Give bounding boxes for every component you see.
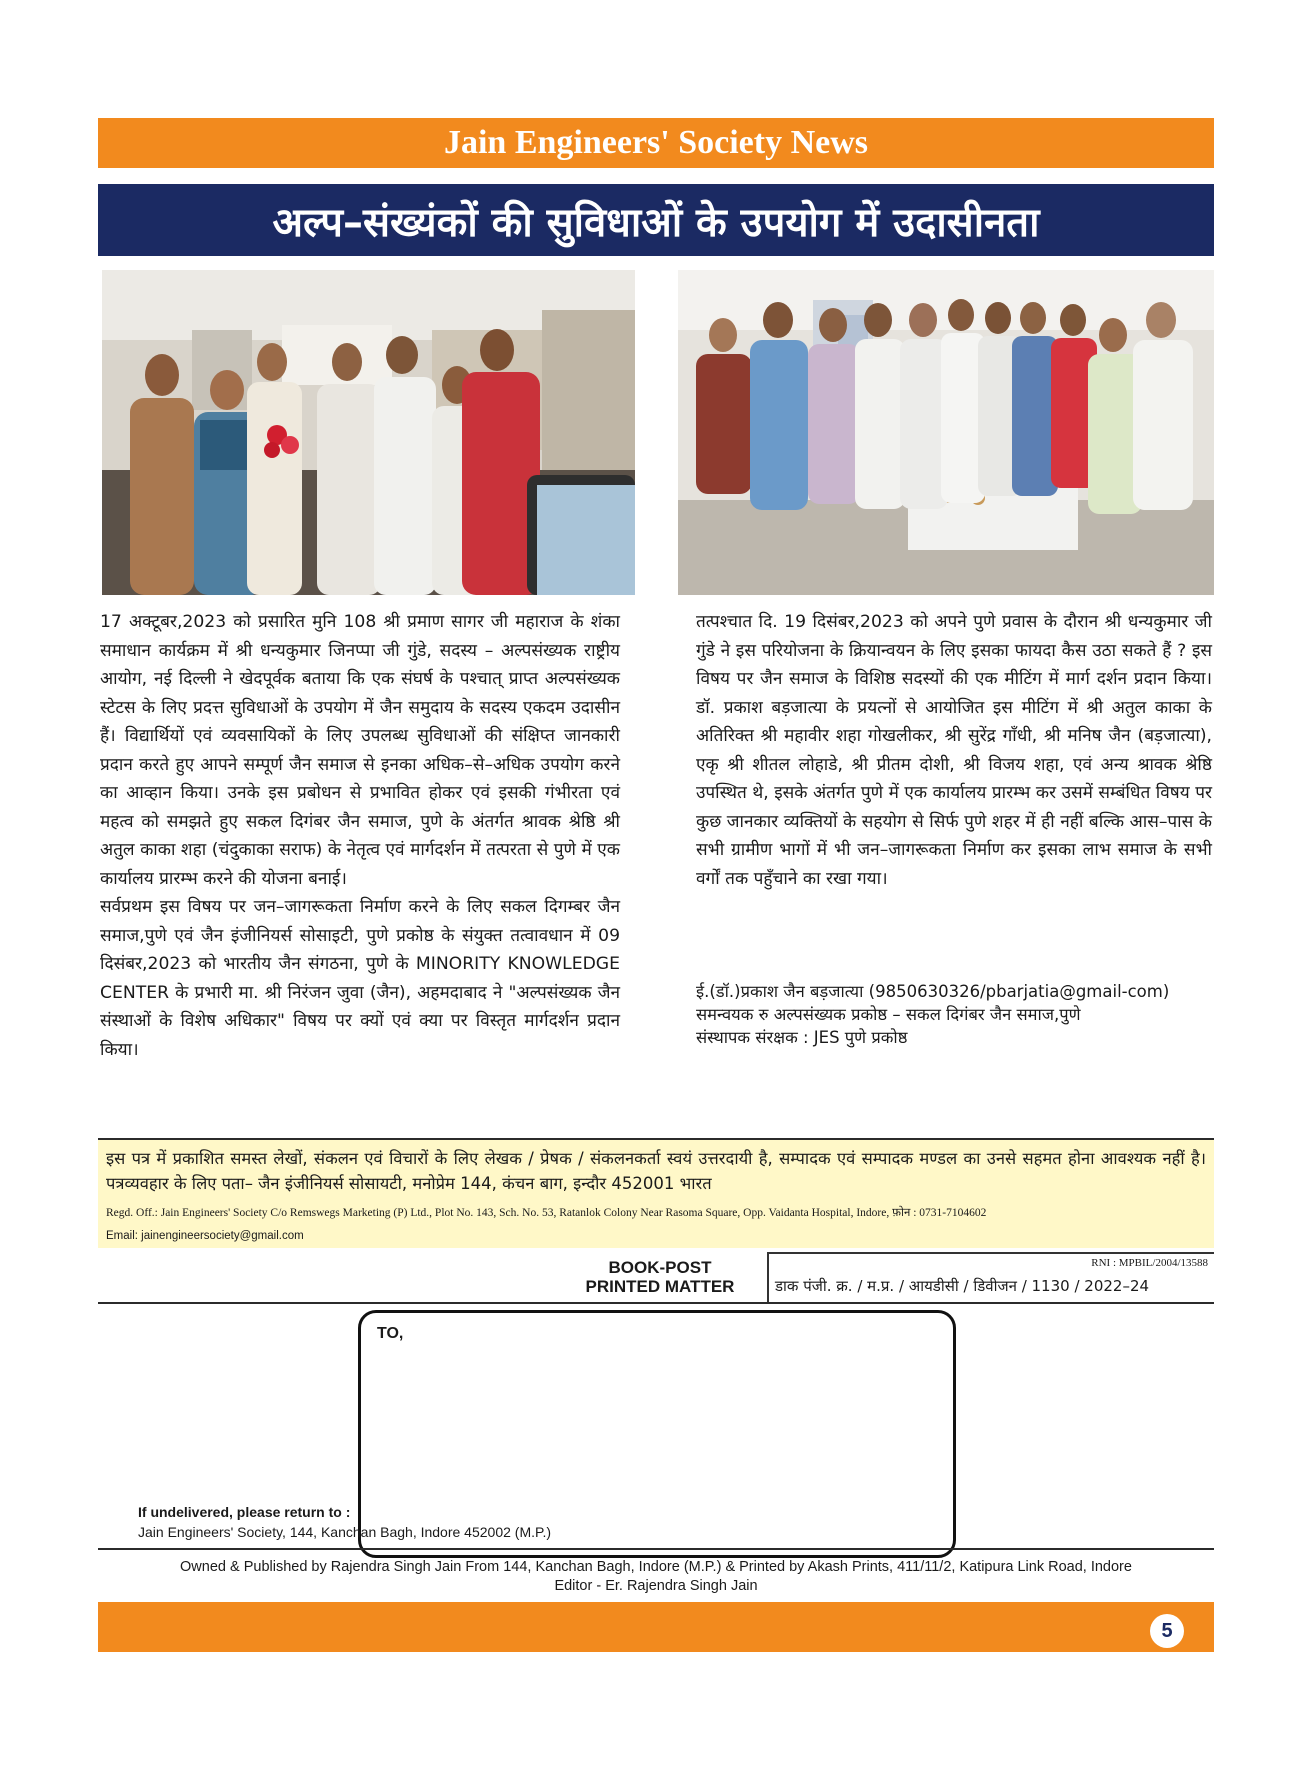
footer-bar: [98, 1602, 1214, 1652]
rni-number: RNI : MPBIL/2004/13588: [1091, 1257, 1208, 1269]
signature-line: संस्थापक संरक्षक : JES पुणे प्रकोष्ठ: [696, 1028, 908, 1047]
article-paragraph: सर्वप्रथम इस विषय पर जन–जागरूकता निर्माण करने के लिए सकल दिगम्बर जैन समाज,पुणे एवं जैन इंजीनियर्स सोसाइटी, पुणे प्रकोष्ठ के संयुक्त तत्वावधान में 09 दिसंबर,2023 को भारतीय जैन संगठना, पुणे के MINORITY KNOWLEDGE CENTER के प्रभारी मा. श्री निरंजन जुवा (जैन), अहमदाबाद ने "अल्पसंख्यक जैन संस्थाओं के विशेष अधिकार" विषय पर क्यों एवं क्या पर विस्तृत मार्गदर्शन प्रदान किया।: [100, 897, 620, 1060]
editor-line: Editor - Er. Rajendra Singh Jain: [554, 1578, 758, 1594]
photo-felicitation: [102, 270, 635, 595]
return-address-text: Jain Engineers' Society, 144, Kanchan Bagh, Indore 452002 (M.P.): [138, 1524, 552, 1540]
postal-registration: डाक पंजी. क्र. / म.प्र. / आयडीसी / डिवीजन / 1130 / 2022–24: [775, 1277, 1150, 1295]
author-signature: [696, 980, 1212, 1049]
newsletter-banner: [98, 118, 1214, 168]
book-post-line: BOOK-POST: [608, 1258, 712, 1277]
disclaimer-text: इस पत्र में प्रकाशित समस्त लेखों, संकलन एवं विचारों के लिए लेखक / प्रेषक / संकलनकर्ता स्वयं उत्तरदायी है, सम्पादक एवं सम्पादक मण्डल का उनसे सहमत होना आवश्यक नहीं है। पत्रव्यवहार के लिए पता– जैन इंजीनियर्स सोसायटी, मनोप्रेम 144, कंचन बाग, इन्दौर 452001 भारत: [106, 1149, 1206, 1193]
signature-line: ई.(डॉ.)प्रकाश जैन बड़जात्या (9850630326/pbarjatia@gmail-com): [696, 982, 1170, 1001]
return-heading: If undelivered, please return to :: [138, 1504, 351, 1520]
photo-group-meeting: [678, 270, 1214, 595]
felicitation-photo-illustration: [102, 270, 635, 595]
group-photo-illustration: [678, 270, 1214, 595]
page-number: 5: [1150, 1614, 1184, 1648]
registration-box: [767, 1252, 1214, 1302]
article-headline: [98, 184, 1214, 256]
banner-title: Jain Engineers' Society News: [443, 124, 869, 161]
book-post-label: [560, 1258, 760, 1296]
article-paragraph: 17 अक्टूबर,2023 को प्रसारित मुनि 108 श्री प्रमाण सागर जी महाराज के शंका समाधान कार्यक्रम में श्री धन्यकुमार जिनप्पा जी गुंडे, सदस्य – अल्पसंख्यक राष्ट्रीय आयोग, नई दिल्ली ने खेदपूर्वक बताया कि एक संघर्ष के पश्चात् प्राप्त अल्पसंख्यक स्टेटस के लिए प्रदत्त सुविधाओं के उपयोग में जैन समुदाय के सदस्य एकदम उदासीन हैं। विद्यार्थियों एवं व्यवसायिकों के लिए उपलब्ध सुविधाओं की संक्षिप्त जानकारी प्रदान करते हुए आपने सम्पूर्ण जैन समाज से इनका अधिक–से–अधिक उपयोग करने का आव्हान किया। उनके इस प्रबोधन से प्रभावित होकर एवं इसकी गंभीरता एवं महत्व को समझते हुए सकल दिगंबर जैन समाज, पुणे के अंतर्गत श्रावक श्रेष्ठि श्री अतुल काका शहा (चंदुकाका सराफ) के नेतृत्व एवं मार्गदर्शन में तत्परता से पुणे में एक कार्यालय प्रारम्भ करने की योजना बनाई।: [100, 612, 620, 889]
postal-divider: [98, 1302, 1214, 1304]
contact-email: Email: jainengineersociety@gmail.com: [106, 1230, 304, 1242]
headline-text: अल्प–संख्यंकों की सुविधाओं के उपयोग में उदासीनता: [272, 199, 1040, 246]
ownership-line: Owned & Published by Rajendra Singh Jain From 144, Kanchan Bagh, Indore (M.P.) & Printed by Akash Prints, 411/11/2, Katipura Link Road, Indore: [180, 1559, 1132, 1575]
publisher-info: [98, 1558, 1214, 1596]
footer-divider: [98, 1548, 1214, 1550]
printed-matter-line: PRINTED MATTER: [585, 1277, 735, 1296]
disclaimer-box: [98, 1140, 1214, 1248]
article-right-column: [696, 608, 1212, 893]
signature-line: समन्वयक रु अल्पसंख्यक प्रकोष्ठ – सकल दिगंबर जैन समाज,पुणे: [696, 1005, 1081, 1024]
article-paragraph: तत्पश्चात दि. 19 दिसंबर,2023 को अपने पुणे प्रवास के दौरान श्री धन्यकुमार जी गुंडे ने इस परियोजना के क्रियान्वयन के लिए इसका फायदा कैस उठा सकते हैं ? इस विषय पर जैन समाज के विशिष्ठ सदस्यों की एक मीटिंग में मार्ग दर्शन प्रदान किया। डॉ. प्रकाश बड़जात्या के प्रयत्नों से आयोजित इस मीटिंग में श्री अतुल काका के अतिरिक्त श्री महावीर शहा गोखलीकर, श्री सुरेंद्र गाँधी, श्री मनिष जैन (बड़जात्या), एकृ श्री शीतल लोहाडे, श्री प्रीतम दोशी, श्री विजय शहा, एवं अन्य श्रावक श्रेष्ठि उपस्थित थे, इसके अंतर्गत पुणे में एक कार्यालय प्रारम्भ कर उसमें सम्बंधित विषय पर कुछ जानकार व्यक्तियों के सहयोग से सिर्फ पुणे शहर में ही नहीं बल्कि आस–पास के सभी ग्रामीण भागों में भी जन–जागरूकता निर्माण कर इसका लाभ समाज के सभी वर्गों तक पहुँचाने का रखा गया।: [696, 612, 1212, 889]
to-label: TO,: [377, 1325, 404, 1342]
return-address: [138, 1502, 551, 1542]
registered-office: Regd. Off.: Jain Engineers' Society C/o Remswegs Marketing (P) Ltd., Plot No. 143, Sch. No. 53, Ratanlok Colony Near Rasoma Square, Opp. Vaidanta Hospital, Indore, फ़ोन : 0731-7104602: [106, 1207, 987, 1219]
article-left-column: [100, 608, 620, 1064]
